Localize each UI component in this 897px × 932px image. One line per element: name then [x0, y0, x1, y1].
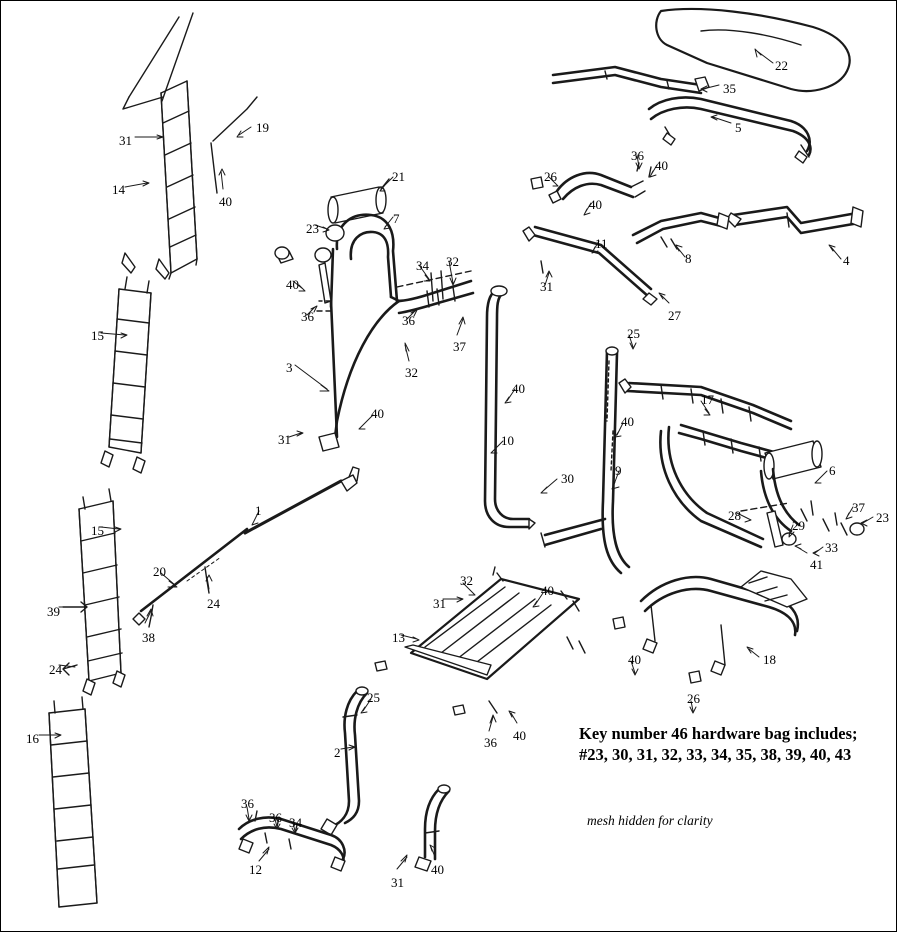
part-ladder-14 [122, 13, 257, 279]
callout-31: 31 [391, 875, 404, 890]
callout-34: 34 [416, 258, 429, 273]
callout-40: 40 [541, 583, 554, 598]
callout-19: 19 [256, 120, 269, 135]
callout-25: 25 [627, 326, 640, 341]
callout-23: 23 [306, 221, 319, 236]
callout-32: 32 [405, 365, 418, 380]
part-ladder-15b [79, 489, 125, 695]
callout-30: 30 [561, 471, 574, 486]
callout-4: 4 [843, 253, 850, 268]
callout-8: 8 [685, 251, 692, 266]
exploded-diagram-artwork [1, 1, 897, 932]
callout-26: 26 [687, 691, 700, 706]
part-tube-9 [541, 347, 629, 573]
callout-29: 29 [792, 518, 805, 533]
callout-36: 36 [402, 313, 415, 328]
callout-40: 40 [655, 158, 668, 173]
callout-36: 36 [241, 796, 254, 811]
callout-38: 38 [142, 630, 155, 645]
callout-24: 24 [207, 596, 220, 611]
callout-23: 23 [876, 510, 889, 525]
part-leg-2 [321, 687, 368, 835]
part-leg-lower-right [415, 785, 450, 871]
callout-36: 36 [484, 735, 497, 750]
callout-13: 13 [392, 630, 405, 645]
callout-40: 40 [371, 406, 384, 421]
callout-34: 34 [289, 815, 302, 830]
part-bar-8 [633, 213, 729, 249]
callout-40: 40 [512, 381, 525, 396]
callout-32: 32 [460, 573, 473, 588]
callout-22: 22 [775, 58, 788, 73]
part-tube-10 [485, 286, 535, 529]
part-ladder-15a [101, 277, 151, 473]
callout-15: 15 [91, 523, 104, 538]
callout-9: 9 [615, 463, 622, 478]
callout-5: 5 [735, 120, 742, 135]
callout-1: 1 [255, 503, 262, 518]
callout-37: 37 [453, 339, 466, 354]
callout-16: 16 [26, 731, 39, 746]
callout-39: 39 [47, 604, 60, 619]
callout-36: 36 [631, 148, 644, 163]
callout-31: 31 [278, 432, 291, 447]
callout-31: 31 [540, 279, 553, 294]
mesh-hidden-note: mesh hidden for clarity [587, 813, 713, 828]
callout-28: 28 [728, 508, 741, 523]
callout-14: 14 [112, 182, 125, 197]
callout-33: 33 [825, 540, 838, 555]
callout-11: 11 [595, 236, 608, 251]
callout-41: 41 [810, 557, 823, 572]
callout-26: 26 [544, 169, 557, 184]
callout-21: 21 [392, 169, 405, 184]
callout-15: 15 [91, 328, 104, 343]
callout-40: 40 [286, 277, 299, 292]
part-bar-4 [727, 207, 863, 233]
callout-40: 40 [513, 728, 526, 743]
callout-35: 35 [723, 81, 736, 96]
callout-32: 32 [446, 254, 459, 269]
part-bar-22 [656, 9, 849, 91]
callout-3: 3 [286, 360, 293, 375]
hardware-bag-note: Key number 46 hardware bag includes; #23, 30, 31, 32, 33, 34, 35, 38, 39, 40, 43 [579, 724, 858, 765]
part-bracket-18 [613, 571, 807, 683]
part-assembly-17-6 [619, 379, 864, 547]
callout-40: 40 [621, 414, 634, 429]
callout-7: 7 [393, 211, 400, 226]
callout-18: 18 [763, 652, 776, 667]
callout-36: 36 [269, 810, 282, 825]
callout-37: 37 [852, 500, 865, 515]
callout-36: 36 [301, 309, 314, 324]
callout-12: 12 [249, 862, 262, 877]
part-bar-5 [649, 97, 810, 163]
callout-24: 24 [49, 662, 62, 677]
callout-25: 25 [367, 690, 380, 705]
callout-17: 17 [701, 392, 714, 407]
callout-40: 40 [431, 862, 444, 877]
part-bar-35 [553, 67, 709, 93]
callout-40: 40 [628, 652, 641, 667]
callout-27: 27 [668, 308, 681, 323]
callout-20: 20 [153, 564, 166, 579]
fastener-24-left [63, 663, 77, 675]
callout-31: 31 [119, 133, 132, 148]
part-rod-1 [245, 467, 359, 533]
callout-31: 31 [433, 596, 446, 611]
callout-40: 40 [219, 194, 232, 209]
callout-40: 40 [589, 197, 602, 212]
callout-10: 10 [501, 433, 514, 448]
callout-6: 6 [829, 463, 836, 478]
callout-2: 2 [334, 745, 341, 760]
part-ladder-16 [49, 697, 97, 907]
